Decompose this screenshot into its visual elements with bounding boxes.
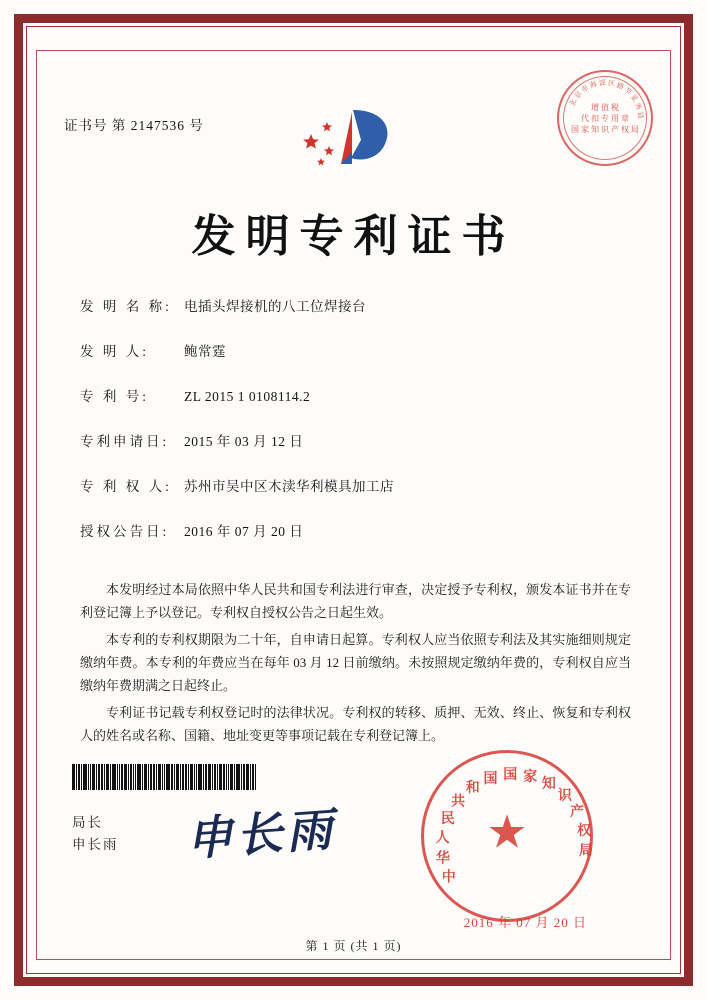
paragraph: 本专利的专利权期限为二十年，自申请日起算。专利权人应当依照专利法及其实施细则规定缴纳年费。本专利的年费应当在每年 03 月 12 日前缴纳。未按照规定缴纳年费的，专利权自应当缴纳年费期满之日起终止。 bbox=[80, 632, 631, 693]
page-title: 发明专利证书 bbox=[191, 212, 516, 261]
paragraph: 本发明经过本局依照中华人民共和国专利法进行审查，决定授予专利权，颁发本证书并在专利登记簿上予以登记。专利权自授权公告之日起生效。 bbox=[80, 582, 631, 620]
field-label: 发 明 名 称: bbox=[80, 299, 172, 314]
handwritten-signature: 申长雨 bbox=[184, 803, 338, 866]
stamp-center-line-3: 国 家 知 识 产 权 局 bbox=[571, 125, 639, 134]
field-label: 授权公告日: bbox=[80, 524, 170, 539]
field-row bbox=[80, 520, 631, 540]
stamp-arc-char: 节 bbox=[622, 86, 634, 97]
seal-arc-char: 家 bbox=[523, 769, 538, 785]
seal-arc-char: 民 bbox=[440, 811, 455, 827]
stamp-center-text bbox=[557, 102, 653, 135]
seal-arc-char: 共 bbox=[451, 794, 466, 810]
field-list bbox=[80, 295, 631, 565]
seal-arc-char: 国 bbox=[503, 768, 518, 784]
official-seal bbox=[421, 750, 593, 922]
seal-emblem-icon: ★ bbox=[486, 806, 528, 858]
stamp-arc-char: 局 bbox=[635, 111, 645, 120]
field-label: 专 利 权 人: bbox=[80, 479, 172, 494]
seal-arc-char: 局 bbox=[578, 843, 593, 859]
field-value: ZL 2015 1 0108114.2 bbox=[184, 389, 311, 404]
signature-block bbox=[72, 812, 119, 856]
field-value: 2016 年 07 月 20 日 bbox=[184, 524, 304, 539]
stamp-arc-char: 北 bbox=[568, 98, 579, 108]
page-footer: 第 1 页 (共 1 页) bbox=[305, 939, 402, 953]
seal-arc-char: 识 bbox=[557, 789, 572, 805]
certificate-content bbox=[36, 50, 671, 960]
field-value: 鲍常霆 bbox=[184, 344, 226, 359]
certificate-number: 证书号 第 2147536 号 bbox=[64, 118, 204, 133]
top-right-stamp bbox=[557, 70, 653, 166]
field-row bbox=[80, 430, 631, 450]
stamp-center-line-1: 增 值 税 bbox=[591, 103, 619, 112]
stamp-arc-char: 区 bbox=[607, 79, 616, 88]
seal-arc-char: 产 bbox=[569, 805, 584, 821]
stamp-arc-char: 京 bbox=[573, 89, 584, 101]
seal-arc-char: 国 bbox=[483, 771, 498, 787]
field-row bbox=[80, 475, 631, 495]
stamp-arc-char: 务 bbox=[633, 101, 644, 112]
stamp-arc-char: 路 bbox=[615, 81, 625, 92]
seal-arc-char: 和 bbox=[465, 781, 480, 797]
paragraph: 专利证书记载专利权登记时的法律状况。专利权的转移、质押、无效、终止、恢复和专利权人的姓名或名称、国籍、地址变更等事项记载在专利登记簿上。 bbox=[80, 705, 631, 743]
seal-arc-char: 华 bbox=[435, 851, 450, 867]
signature-name: 申长雨 bbox=[72, 837, 119, 852]
field-value: 电插头焊接机的八工位焊接台 bbox=[184, 299, 366, 314]
field-value: 2015 年 03 月 12 日 bbox=[184, 434, 304, 449]
field-row bbox=[80, 340, 631, 360]
body-paragraphs bbox=[80, 578, 631, 751]
field-label: 专 利 号: bbox=[80, 389, 150, 404]
field-label: 专利申请日: bbox=[80, 434, 170, 449]
stamp-arc-char: 市 bbox=[579, 83, 591, 95]
barcode bbox=[72, 764, 262, 790]
field-row bbox=[80, 385, 631, 405]
stamp-arc-char: 海 bbox=[588, 79, 599, 90]
field-label: 发 明 人: bbox=[80, 344, 150, 359]
stamp-arc-char: 亚 bbox=[628, 92, 640, 104]
field-value: 苏州市吴中区木渎华利模具加工店 bbox=[184, 479, 394, 494]
seal-arc-char: 中 bbox=[441, 870, 456, 886]
stamp-arc-char: 淀 bbox=[598, 78, 607, 88]
seal-arc-char: 知 bbox=[541, 777, 556, 793]
stamp-center-line-2: 代 扣 专 用 章 bbox=[581, 114, 629, 123]
field-row bbox=[80, 295, 631, 315]
seal-date: 2016 年 07 月 20 日 bbox=[463, 915, 587, 930]
seal-arc-char: 人 bbox=[435, 831, 450, 847]
signature-title: 局长 bbox=[72, 815, 103, 830]
seal-arc-char: 权 bbox=[577, 823, 592, 839]
patent-office-logo-icon bbox=[289, 100, 419, 180]
